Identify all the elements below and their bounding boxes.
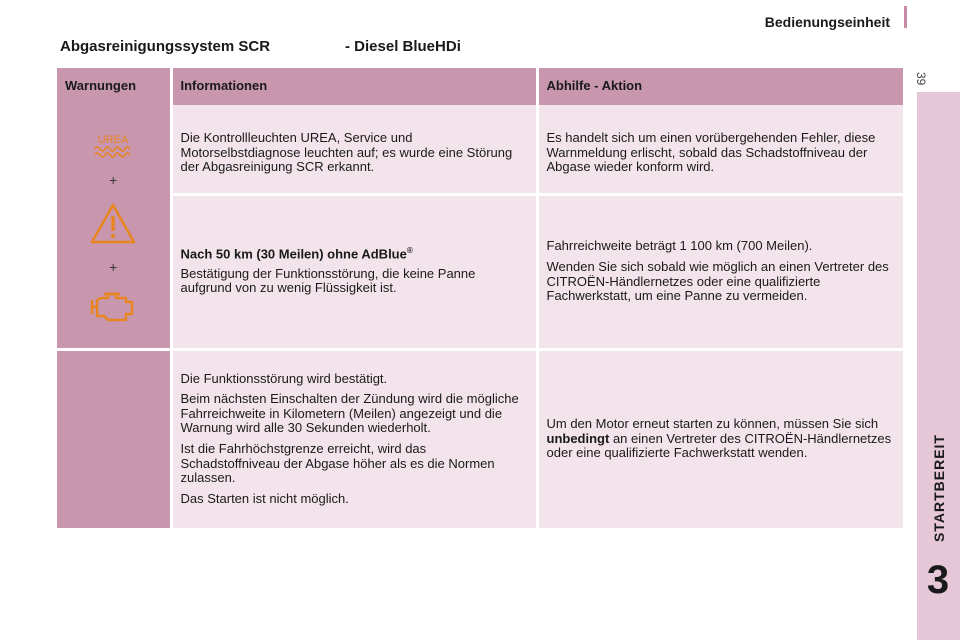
- action-text-emphasis: unbedingt: [546, 430, 610, 446]
- column-header-information: Informationen: [171, 68, 537, 105]
- table-row: [57, 194, 903, 349]
- warning-icons-cell-empty: [57, 349, 171, 529]
- action-cell: [537, 105, 903, 194]
- information-text: Beim nächsten Einschalten der Zündung wird die mögliche Fahrreichweite in Kilometern (Meilen) angezeigt und die Warnung wird alle 30 Sekunden wiederholt.: [180, 391, 519, 436]
- action-cell: [537, 349, 903, 529]
- engine-diagnosis-icon: [88, 288, 138, 322]
- table-row: [57, 105, 903, 194]
- warnings-table: [57, 68, 903, 531]
- urea-warning-icon: [91, 131, 135, 161]
- column-header-warnings: Warnungen: [57, 68, 171, 105]
- action-text: Es handelt sich um einen vorübergehenden Fehler, diese Warnmeldung erlischt, sobald das Schadstoffniveau der Abgase wieder konform wird.: [546, 130, 876, 175]
- chapter-number: 3: [926, 558, 950, 602]
- information-text: Das Starten ist nicht möglich.: [180, 490, 349, 506]
- information-text: Bestätigung der Funktionsstörung, die keine Panne aufgrund von zu wenig Flüssigkeit ist.: [180, 265, 476, 296]
- information-cell: [171, 194, 537, 349]
- warning-icons-cell: [57, 105, 171, 349]
- service-warning-icon: [89, 202, 137, 246]
- condition-heading: [181, 247, 528, 262]
- table-row: [57, 349, 903, 529]
- running-header: Bedienungseinheit: [764, 14, 890, 30]
- action-text-before: Um den Motor erneut starten zu können, müssen Sie sich: [546, 416, 879, 432]
- section-title: Abgasreinigungssystem SCR: [60, 38, 271, 55]
- information-text: Ist die Fahrhöchstgrenze erreicht, wird das Schadstoffniveau der Abgase höher als es die Normen zulassen.: [180, 441, 495, 486]
- information-text: Die Funktionsstörung wird bestätigt.: [180, 370, 388, 386]
- action-text: Fahrreichweite beträgt 1 100 km (700 Meilen).: [546, 238, 813, 254]
- condition-heading-text: Nach 50 km (30 Meilen) ohne AdBlue: [180, 246, 407, 262]
- plus-sign: +: [109, 259, 118, 276]
- registered-mark: ®: [406, 246, 413, 256]
- header-accent-bar: [904, 6, 907, 28]
- chapter-tab-text: STARTBEREIT: [931, 433, 947, 542]
- section-subtitle: - Diesel BlueHDi: [345, 38, 461, 55]
- plus-sign: +: [109, 171, 118, 188]
- column-header-action: Abhilfe - Aktion: [537, 68, 903, 105]
- chapter-tab-label: [922, 425, 956, 550]
- table-header-row: [57, 68, 903, 105]
- information-cell: [171, 349, 537, 529]
- page-number: 39: [914, 72, 928, 86]
- action-text: [547, 417, 896, 461]
- action-text: Wenden Sie sich sobald wie möglich an einen Vertreter des CITROËN-Händlernetzes oder eine qualifizierte Fachwerkstatt, um eine Panne zu vermeiden.: [546, 258, 889, 304]
- urea-icon-label: UREA: [97, 133, 129, 146]
- information-cell: [171, 105, 537, 194]
- action-cell: [537, 194, 903, 349]
- action-text-after: an einen Vertreter des CITROËN-Händlernetzes oder eine qualifizierte Fachwerkstatt wenden.: [546, 430, 892, 461]
- information-text: Die Kontrollleuchten UREA, Service und Motorselbstdiagnose leuchten auf; es wurde eine Störung der Abgasreinigung SCR erkannt.: [180, 130, 513, 175]
